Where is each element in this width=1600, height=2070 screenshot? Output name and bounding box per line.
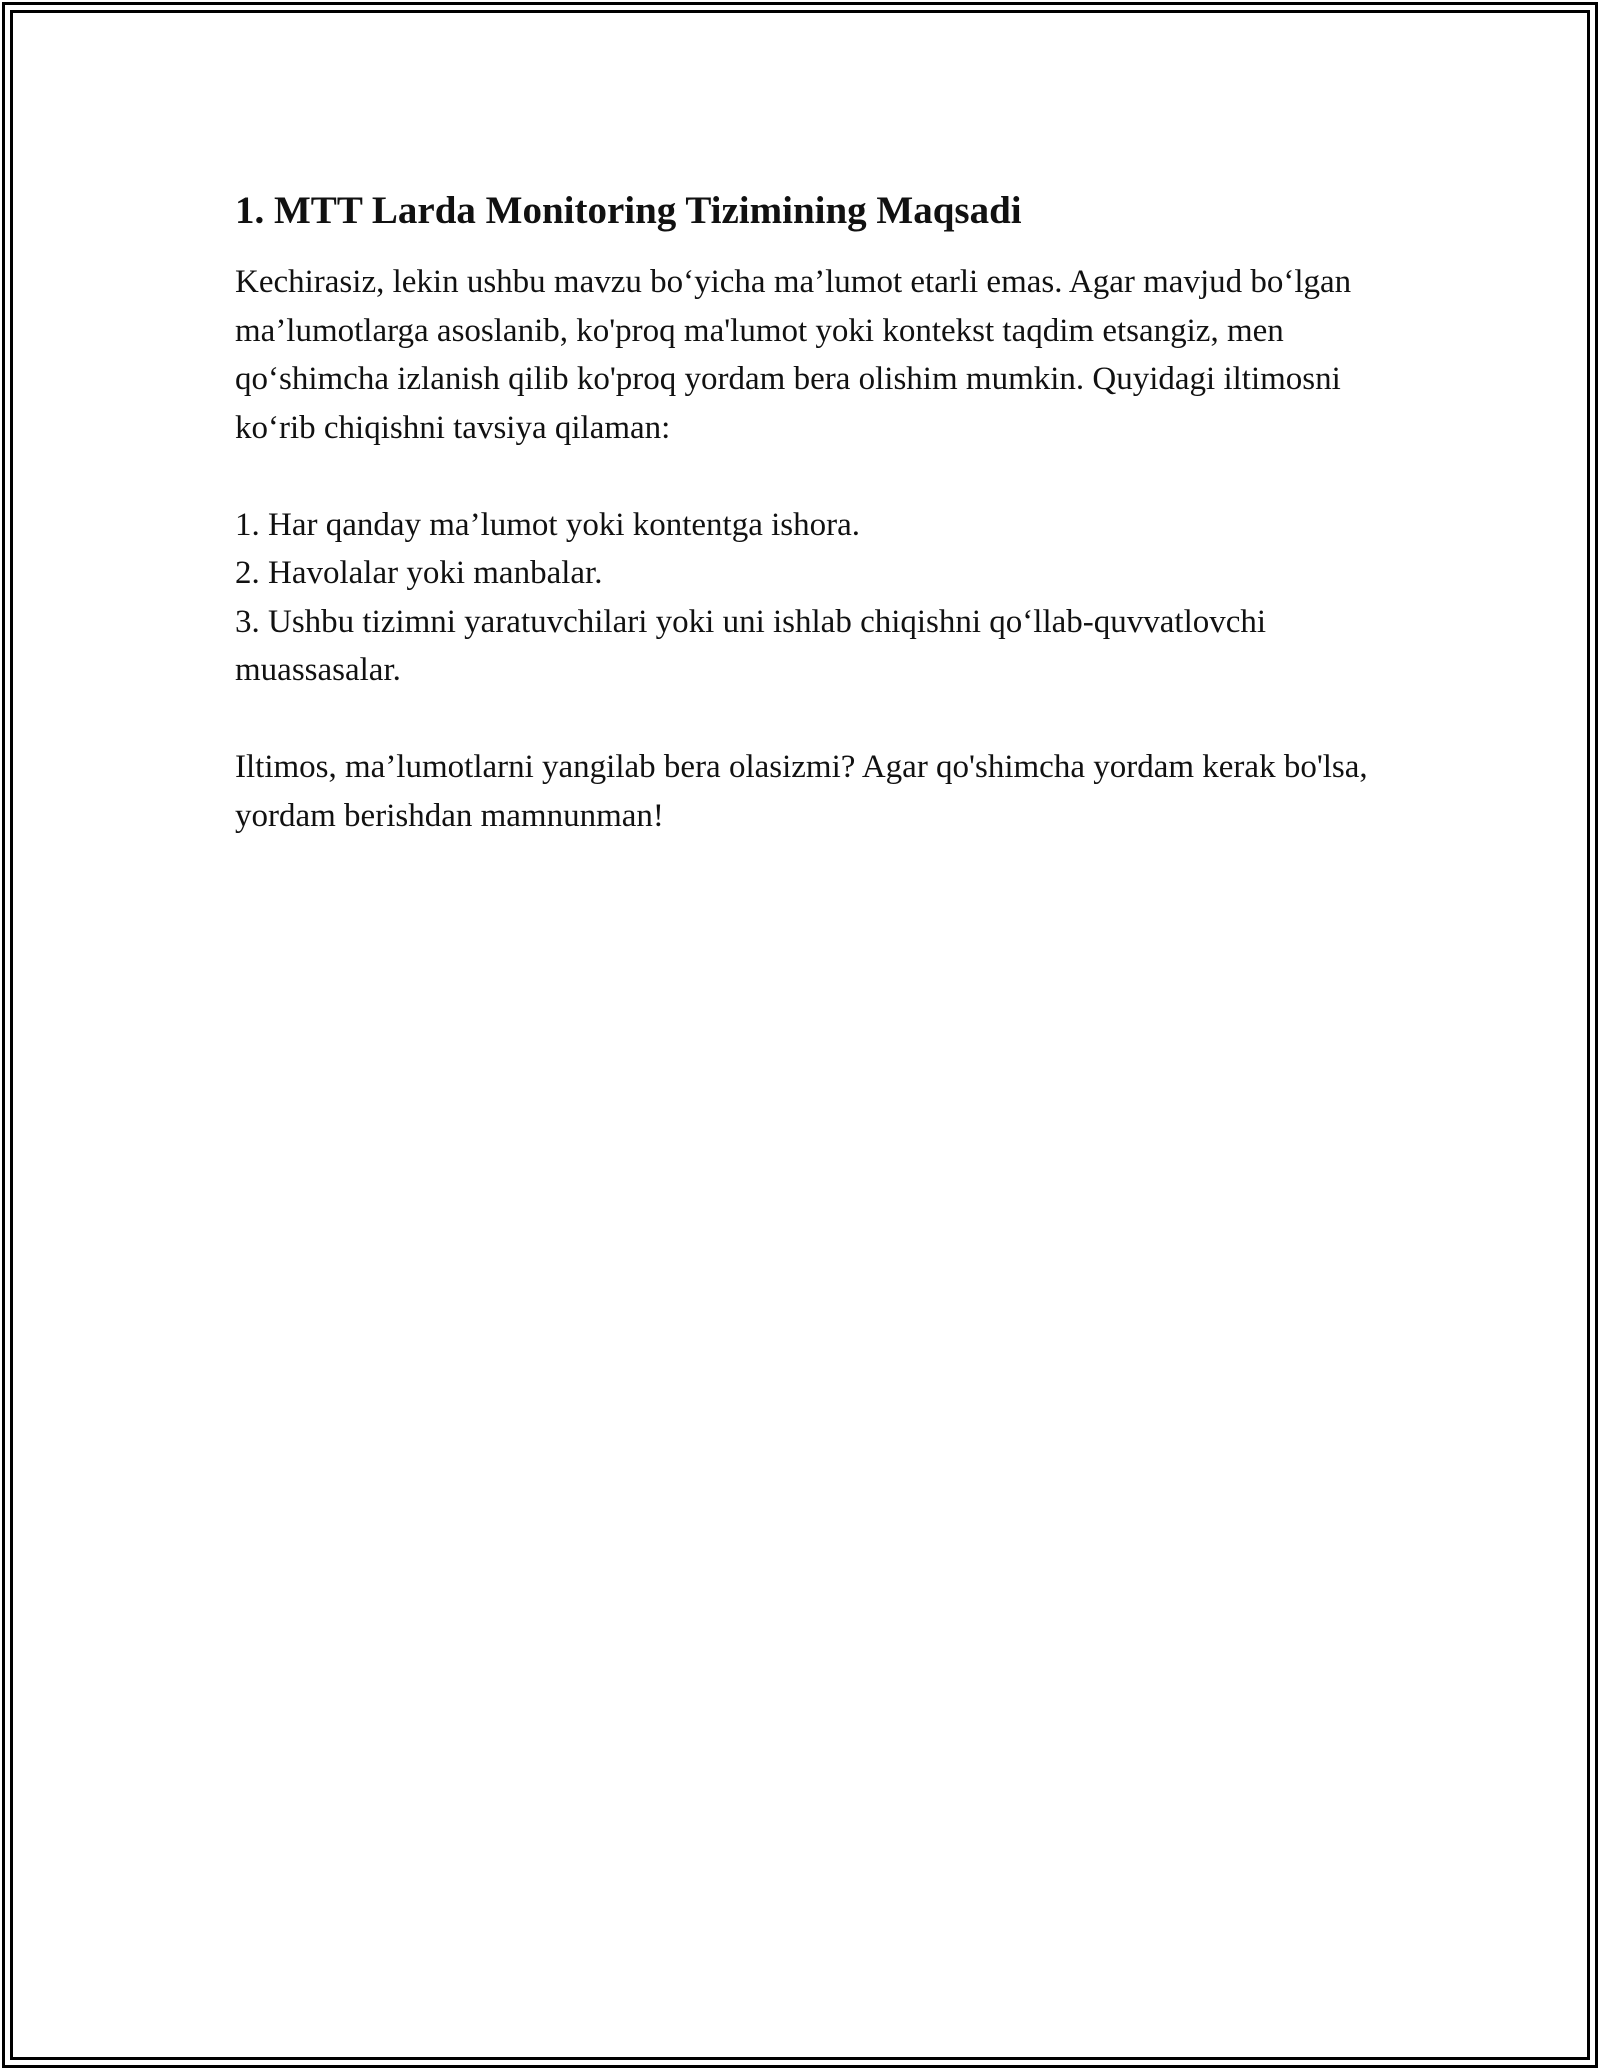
intro-paragraph: Kechirasiz, lekin ushbu mavzu bo‘yicha ma’lumot etarli emas. Agar mavjud bo‘lgan ma’lumotlarga asoslanib, ko'proq ma'lumot yoki kontekst taqdim etsangiz, men qo‘shimcha izlanish qilib ko'proq yordam bera olishim mumkin. Quyidagi iltimosni ko‘rib chiqishni tavsiya qilaman: — [235, 264, 1352, 446]
list-item: 3. Ushbu tizimni yaratuvchilari yoki uni ishlab chiqishni qo‘llab-quvvatlovchi muassasalar. — [235, 603, 1267, 688]
list-item: 1. Har qanday ma’lumot yoki kontentga ishora. — [235, 506, 861, 543]
paragraph-spacer — [235, 452, 1375, 501]
document-body — [235, 186, 1375, 840]
list-item: 2. Havolalar yoki manbalar. — [235, 555, 603, 591]
section-heading: 1. MTT Larda Monitoring Tizimining Maqsadi — [235, 189, 1022, 232]
closing-paragraph: Iltimos, ma’lumotlarni yangilab bera olasizmi? Agar qo'shimcha yordam kerak bo'lsa, yordam berishdan mamnunman! — [235, 749, 1368, 834]
paragraph-spacer — [235, 695, 1375, 744]
request-list — [235, 501, 1375, 695]
